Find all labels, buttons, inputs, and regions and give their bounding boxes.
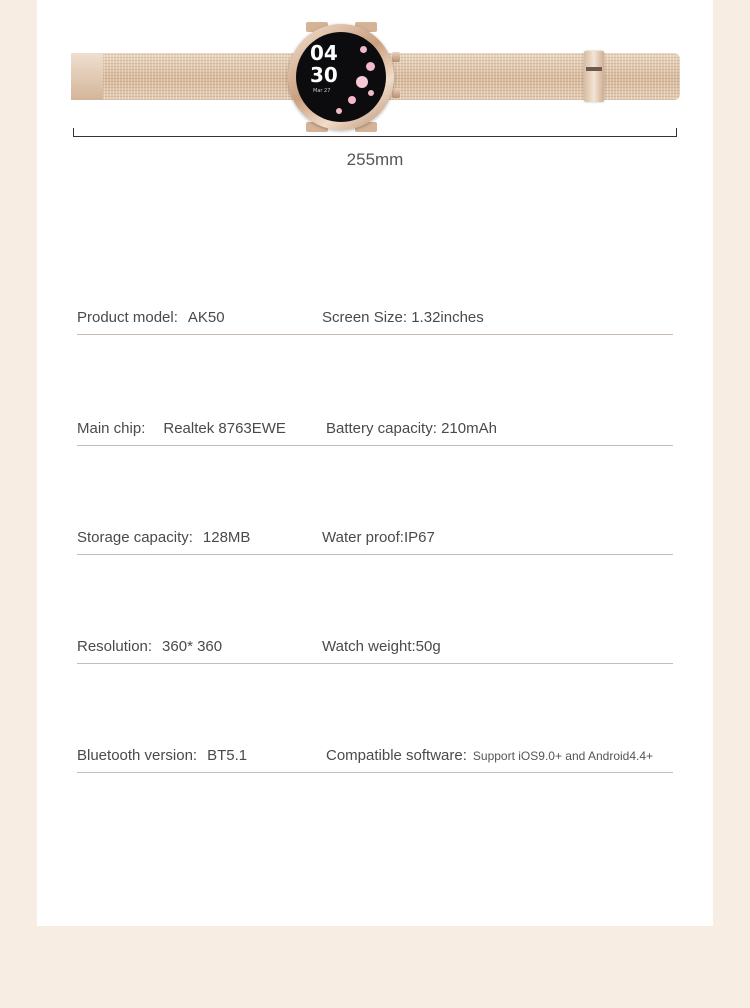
row-divider — [77, 772, 673, 773]
spec-value: IP67 — [403, 529, 435, 546]
spec-storage-capacity — [77, 529, 250, 546]
spec-product-model — [77, 309, 225, 326]
spec-value: 1.32inches — [411, 309, 484, 326]
spec-label: Watch weight: — [322, 638, 416, 655]
spec-main-chip — [77, 420, 286, 437]
spec-value: Realtek 8763EWE — [163, 420, 286, 437]
measure-line — [73, 136, 677, 137]
spec-label: Water proof: — [322, 529, 404, 546]
strap-end-cap — [71, 53, 103, 100]
spec-value: 360* 360 — [162, 638, 223, 655]
spec-value: 128MB — [202, 529, 251, 546]
spec-label: Compatible software: — [326, 747, 467, 764]
spec-label: Product model: — [77, 309, 178, 326]
clasp-mark — [586, 67, 602, 71]
strap-clasp — [584, 51, 604, 102]
blossom-icon — [356, 76, 368, 88]
measure-tick-right — [676, 128, 677, 137]
row-divider — [77, 334, 673, 335]
watch-face — [296, 32, 386, 122]
spec-resolution — [77, 638, 222, 655]
spec-row — [77, 747, 673, 773]
row-divider — [77, 445, 673, 446]
spec-value: 210mAh — [441, 420, 497, 437]
spec-row — [77, 309, 673, 335]
blossom-icon — [360, 46, 367, 53]
spec-value: BT5.1 — [207, 747, 248, 764]
spec-label: Screen Size: — [322, 309, 408, 326]
mesh-strap-right — [388, 53, 680, 100]
spec-label: Storage capacity: — [77, 529, 193, 546]
spec-battery-capacity — [326, 420, 497, 437]
blossom-icon — [348, 96, 356, 104]
watch-button-top — [392, 52, 400, 62]
spec-label: Bluetooth version: — [77, 747, 198, 764]
spec-row — [77, 420, 673, 446]
spec-compatible-software — [326, 747, 653, 764]
spec-row — [77, 529, 673, 555]
spec-label: Resolution: — [77, 638, 153, 655]
blossom-icon — [336, 108, 342, 114]
spec-value: 50g — [415, 638, 441, 655]
spec-water-proof — [322, 529, 435, 546]
blossom-icon — [368, 90, 374, 96]
content-card — [37, 0, 713, 926]
spec-label: Battery capacity: — [326, 420, 437, 437]
spec-value: Support iOS9.0+ and Android4.4+ — [472, 749, 654, 763]
mesh-strap-left — [71, 53, 301, 100]
row-divider — [77, 663, 673, 664]
watch-date: Mar 27 — [313, 88, 331, 94]
spec-bluetooth-version — [77, 747, 247, 764]
spec-label: Main chip: — [77, 420, 146, 437]
row-divider — [77, 554, 673, 555]
watch-button-bottom — [392, 88, 400, 98]
blossom-icon — [366, 62, 375, 71]
spec-screen-size — [322, 309, 484, 326]
strap-length-label: 255mm — [346, 150, 404, 169]
spec-watch-weight — [322, 638, 441, 655]
watch-hour: 04 — [310, 41, 338, 65]
watch-minute: 30 — [310, 63, 338, 87]
spec-row — [77, 638, 673, 664]
spec-value: AK50 — [187, 309, 225, 326]
